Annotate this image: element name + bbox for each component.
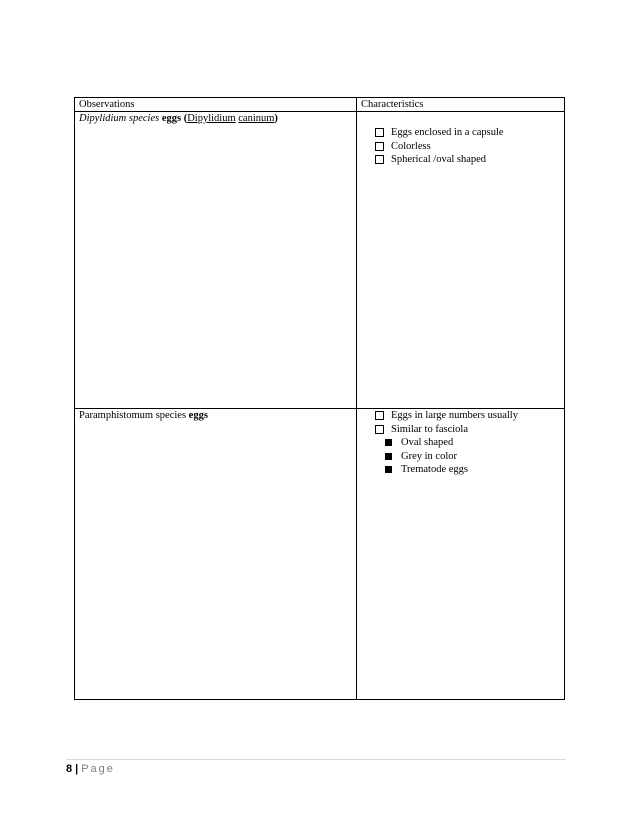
checkbox-bullet-icon — [375, 155, 384, 164]
list-item: Oval shaped — [385, 436, 560, 450]
observations-table — [74, 97, 565, 700]
page-footer — [66, 763, 115, 775]
footer-divider — [66, 759, 566, 760]
checkbox-bullet-icon — [375, 411, 384, 420]
list-item: Colorless — [375, 140, 560, 154]
paren-open: ( — [183, 113, 188, 124]
eggs-bold: eggs — [161, 113, 182, 124]
scientific-species: caninum — [238, 113, 275, 124]
checkbox-bullet-icon — [375, 142, 384, 151]
observation-cell — [75, 112, 357, 409]
list-item: Eggs enclosed in a capsule — [375, 126, 560, 140]
checkbox-bullet-icon — [375, 128, 384, 137]
table-row — [75, 409, 565, 700]
square-bullet-icon — [385, 439, 392, 446]
checkbox-bullet-icon — [375, 425, 384, 434]
species-name-italic: Dipylidium species — [79, 113, 160, 124]
characteristics-list — [361, 126, 560, 167]
species-name: Paramphistomum species — [79, 410, 187, 421]
list-item: Grey in color — [385, 450, 560, 464]
table-header-row — [75, 98, 565, 112]
list-item: Similar to fasciola — [375, 423, 560, 437]
sub-characteristics-list — [361, 436, 560, 477]
characteristics-cell — [357, 409, 565, 700]
footer-separator: | — [75, 763, 79, 775]
header-characteristics: Characteristics — [357, 98, 565, 112]
square-bullet-icon — [385, 453, 392, 460]
square-bullet-icon — [385, 466, 392, 473]
characteristics-list — [361, 409, 560, 436]
list-item: Eggs in large numbers usually — [375, 409, 560, 423]
paren-close: ) — [274, 113, 278, 124]
observation-cell — [75, 409, 357, 700]
scientific-genus: Dipylidium — [187, 113, 236, 124]
page-number: 8 — [66, 763, 73, 775]
header-observations: Observations — [75, 98, 357, 112]
list-item: Spherical /oval shaped — [375, 153, 560, 167]
page-label: Page — [81, 763, 115, 775]
list-item: Trematode eggs — [385, 463, 560, 477]
eggs-bold: eggs — [188, 410, 208, 421]
table-row — [75, 112, 565, 409]
characteristics-cell — [357, 112, 565, 409]
